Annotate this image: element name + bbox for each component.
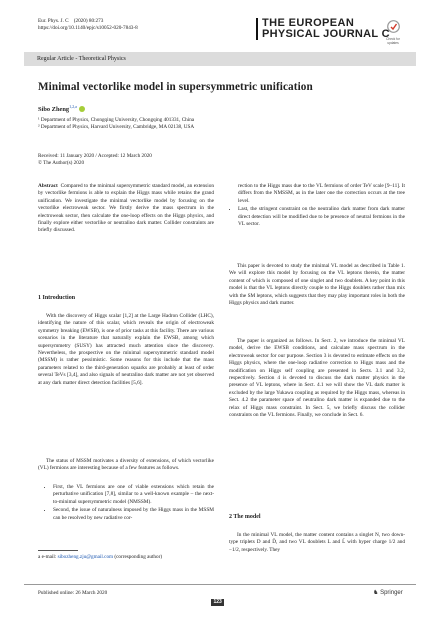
email-label: a e-mail: xyxy=(38,554,57,560)
article-type: Regular Article - Theoretical Physics xyxy=(37,56,126,62)
check-updates-badge[interactable] xyxy=(383,20,403,45)
model-paragraph-1: In the minimal VL model, the matter content contains a singlet N, two down-type triplets D and D̄, and two VL doublets L and L̄ with hyper charge 1/2 and −1/2, respectively. They xyxy=(229,532,405,553)
page-number-badge xyxy=(211,590,224,608)
journal-cite xyxy=(38,18,103,25)
journal-title-line2: PHYSICAL JOURNAL C xyxy=(262,28,390,40)
footnote-rule xyxy=(38,550,78,551)
section-1-heading: 1 Introduction xyxy=(38,295,76,301)
abstract xyxy=(38,183,214,235)
intro-paragraph-2: The status of MSSM motivates a diversity of extensions, of which vectorlike (VL) fermions are interesting because of a few features as follows. xyxy=(38,458,214,472)
intro-paragraph-3: This paper is devoted to study the minimal VL model as described in Table 1. We will explore this model by focusing on the VL leptons therein, the matter content of which is composed of one singlet and two doublets. A key point in this model is that the VL leptons directly couple to the Higgs doublets rather than mix with the SM leptons, which suggests that they may play important roles in both the Higgs physics and dark matter. xyxy=(229,263,405,307)
footer-rule xyxy=(24,584,416,585)
affiliation-2: ² Department of Physics, Harvard University, Cambridge, MA 02138, USA xyxy=(38,124,195,130)
intro-bullets xyxy=(44,484,214,523)
affiliation-1: ¹ Department of Physics, Chongqing University, Chongqing 401331, China xyxy=(38,117,195,123)
journal-title-line1: THE EUROPEAN xyxy=(262,17,355,29)
article-type-bar xyxy=(24,52,416,66)
springer-horse-icon: ♞ xyxy=(373,590,379,596)
email-note: (corresponding author) xyxy=(114,554,163,560)
bullet-second: • Second, the issue of naturalness imposed by the Higgs mass in the MSSM can be resolved by new radiative cor- xyxy=(53,507,214,522)
bullet-last: • Last, the stringent constraint on the neutralino dark matter from dark matter direct detection will be modified due to be presence of neutral fermions in the VL sector. xyxy=(238,206,405,228)
received-accepted: Received: 11 January 2020 / Accepted: 12 March 2020 xyxy=(38,153,152,159)
bullet-continuation: rection to the Higgs mass due to the VL fermions of order TeV scale [9–11]. It differs from the NMSSM, as in the later one the correction occurs at the tree level. xyxy=(238,183,405,204)
intro-paragraph-4: The paper is organized as follows. In Sect. 2, we introduce the minimal VL model, derive the EWSB conditions, and calculate mass spectrum in the electroweak sector for our purpose. Section 3 is devoted to estimate effects on the Higgs physics, where the one-loop radiative correction to Higgs mass and the modification on Higgs self coupling are presented in Sects. 3.1 and 3.2, respectively. Section 4 is devoted to discuss the dark matter physics in the presence of VL leptons, where in Sect. 4.1 we will show the VL dark matter is excluded by the large Yukawa coupling as required by the Higgs mass, whereas in Sect. 4.2 the parameter space of neutralino dark matter is expanded due to the relax of Higgs mass constraint. In Sect. 5, we briefly discuss the collider constraints on the VL fermions. Finally, we conclude in Sect. 6. xyxy=(229,338,405,419)
footnote-email xyxy=(38,554,162,561)
journal-logo xyxy=(256,18,390,40)
bullet-first: • First, the VL fermions are one of viable extensions which retain the perturbative unification [7,8], similar to a well-known example – the next-to-minimal supersymmetric model (NMSSM). xyxy=(53,484,214,506)
author-name: Sibo Zheng xyxy=(38,106,70,114)
journal-name: Eur. Phys. J. C xyxy=(38,18,69,24)
updates-icon xyxy=(387,20,400,33)
updates-label: Check for updates xyxy=(386,37,400,45)
section-2-heading: 2 The model xyxy=(229,514,261,520)
publisher-name: Springer xyxy=(380,590,403,596)
abstract-label: Abstract xyxy=(38,183,58,189)
journal-volume: (2020) 80:273 xyxy=(73,18,104,24)
page-number: 123 xyxy=(211,599,224,606)
email-link[interactable]: sibozheng.zju@gmail.com xyxy=(57,554,114,560)
right-column-top xyxy=(229,183,405,229)
publisher-logo xyxy=(373,589,403,596)
paper-title: Minimal vectorlike model in supersymmetric unification xyxy=(38,81,313,93)
copyright: © The Author(s) 2020 xyxy=(38,160,85,166)
author-affiliation-marks: 1,2,a xyxy=(69,104,77,109)
intro-paragraph-1: With the discovery of Higgs scalar [1,2] at the Large Hadron Collider (LHC), identifying the nature of this scalar, which reveals the origin of electroweak symmetry breaking (EWSB), is one of prior tasks at this facility. There are various scenarios in the literature that naturally explain the EWSB, among which supersymmetry (SUSY) has attracted much attention since the discovery. Nevertheless, the prospective on the minimal supersymmetric standard model (MSSM) is rather pessimistic. Some reasons for this include that the mass parameters related to the third-generation squarks are probably at least of order several TeVs [3,4], and also signals of neutralino dark matter are not yet observed at any dark matter direct detection facilities [5,6]. xyxy=(38,313,214,386)
orcid-icon[interactable] xyxy=(79,106,85,112)
doi-link[interactable]: https://doi.org/10.1140/epjc/s10052-020-7843-8 xyxy=(38,25,138,31)
published-date: Published online: 26 March 2020 xyxy=(38,590,108,596)
abstract-text: Compared to the minimal supersymmetric standard model, an extension by vectorlike fermions is able to explain the Higgs mass while retains the grand unification. We investigate the minimal vectorlike model by focusing on the vectorlike electroweak sector. We firstly derive the mass spectrum in the electroweak sector, then calculate the one-loop effects on the Higgs physics, and finally explore either vectorlike or neutralino dark matter. Collider constraints are briefly discussed. xyxy=(38,183,215,234)
author-line xyxy=(38,104,85,113)
